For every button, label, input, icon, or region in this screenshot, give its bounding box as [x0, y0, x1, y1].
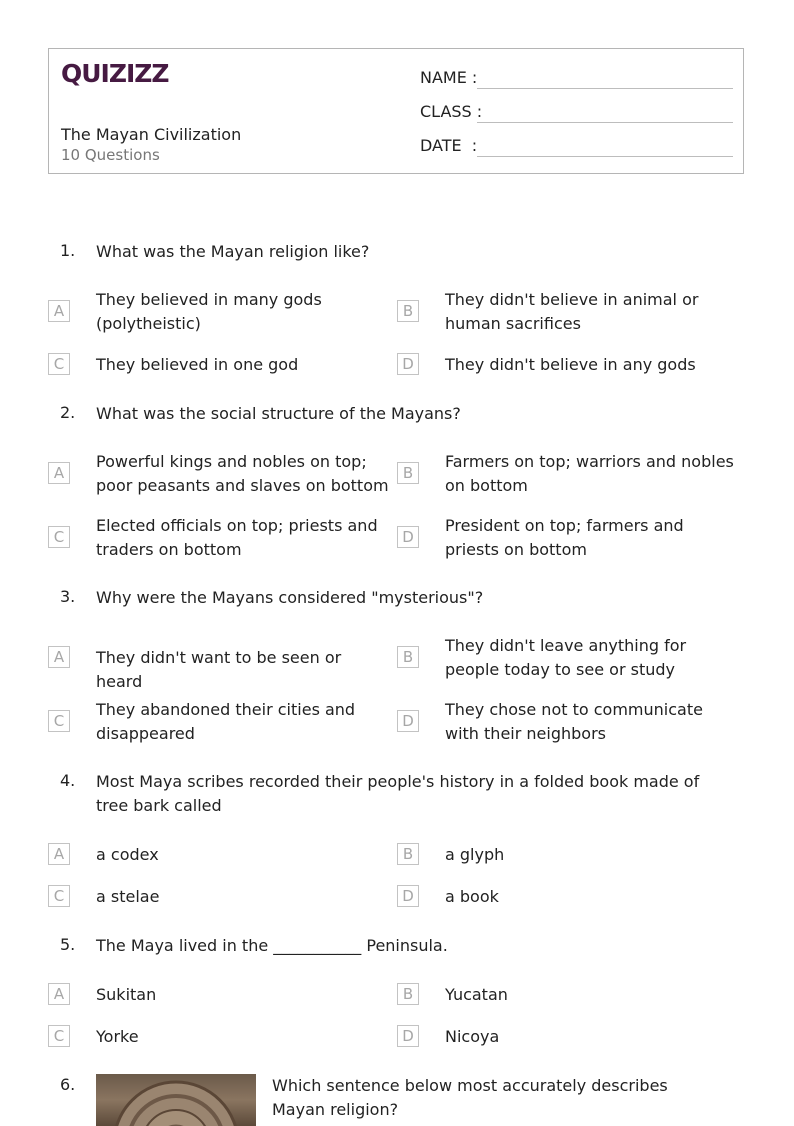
option-letter-box[interactable]: A — [48, 843, 70, 865]
question-text: The Maya lived in the ___________ Peninsula. — [96, 936, 448, 955]
question-text: What was the social structure of the Mayans? — [96, 404, 461, 423]
quizizz-logo: QUIZIZZ — [61, 59, 169, 88]
option-letter-box[interactable]: A — [48, 300, 70, 322]
option-letter-box[interactable]: D — [397, 710, 419, 732]
name-label: NAME : — [420, 68, 478, 87]
question-text: Why were the Mayans considered "mysterious"? — [96, 588, 484, 607]
date-line[interactable] — [477, 156, 733, 157]
option-letter-box[interactable]: A — [48, 462, 70, 484]
option-letter-box[interactable]: D — [397, 885, 419, 907]
option-text: President on top; farmers and priests on bottom — [445, 516, 684, 559]
option-letter-box[interactable]: B — [397, 843, 419, 865]
option-letter-box[interactable]: B — [397, 983, 419, 1005]
question-number: 2. — [60, 403, 76, 422]
option-text: They didn't believe in animal or human sacrifices — [445, 290, 699, 333]
option-letter-box[interactable]: C — [48, 885, 70, 907]
option-text: They chose not to communicate with their neighbors — [445, 700, 703, 743]
question-number: 6. — [60, 1075, 76, 1094]
question-text: Which sentence below most accurately describes Mayan religion? — [272, 1076, 668, 1119]
worksheet-header — [48, 48, 744, 174]
calendar-stone-icon — [96, 1074, 256, 1126]
option-text: Powerful kings and nobles on top; poor peasants and slaves on bottom — [96, 452, 389, 495]
option-text: a book — [445, 887, 499, 906]
option-text: Farmers on top; warriors and nobles on bottom — [445, 452, 734, 495]
option-letter-box[interactable]: A — [48, 983, 70, 1005]
question-number: 5. — [60, 935, 76, 954]
option-text: Nicoya — [445, 1027, 500, 1046]
question-number: 1. — [60, 241, 76, 260]
question-text: Most Maya scribes recorded their people's history in a folded book made of tree bark called — [96, 772, 700, 815]
option-text: They believed in many gods (polytheistic) — [96, 290, 322, 333]
aztec-calendar-stone-image — [96, 1074, 256, 1126]
option-text: They didn't leave anything for people today to see or study — [445, 636, 687, 679]
option-text: a stelae — [96, 887, 160, 906]
option-text: Yorke — [96, 1027, 139, 1046]
option-text: Elected officials on top; priests and traders on bottom — [96, 516, 378, 559]
option-text: They didn't want to be seen or heard — [96, 648, 342, 691]
question-number: 3. — [60, 587, 76, 606]
option-text: They didn't believe in any gods — [445, 355, 696, 374]
worksheet-title: The Mayan Civilization — [61, 125, 242, 144]
question-number: 4. — [60, 771, 76, 790]
option-text: Yucatan — [445, 985, 508, 1004]
option-letter-box[interactable]: D — [397, 353, 419, 375]
class-label: CLASS : — [420, 102, 483, 121]
option-letter-box[interactable]: C — [48, 710, 70, 732]
option-letter-box[interactable]: D — [397, 526, 419, 548]
option-letter-box[interactable]: C — [48, 1025, 70, 1047]
option-text: a codex — [96, 845, 159, 864]
question-text: What was the Mayan religion like? — [96, 242, 370, 261]
date-label: DATE : — [420, 136, 478, 155]
name-line[interactable] — [477, 88, 733, 89]
option-letter-box[interactable]: B — [397, 300, 419, 322]
class-line[interactable] — [477, 122, 733, 123]
option-letter-box[interactable]: B — [397, 646, 419, 668]
option-letter-box[interactable]: C — [48, 353, 70, 375]
option-letter-box[interactable]: A — [48, 646, 70, 668]
question-count: 10 Questions — [61, 146, 160, 164]
option-text: They believed in one god — [96, 355, 299, 374]
option-letter-box[interactable]: B — [397, 462, 419, 484]
option-text: Sukitan — [96, 985, 157, 1004]
option-letter-box[interactable]: D — [397, 1025, 419, 1047]
option-text: a glyph — [445, 845, 505, 864]
option-text: They abandoned their cities and disappeared — [96, 700, 356, 743]
option-letter-box[interactable]: C — [48, 526, 70, 548]
